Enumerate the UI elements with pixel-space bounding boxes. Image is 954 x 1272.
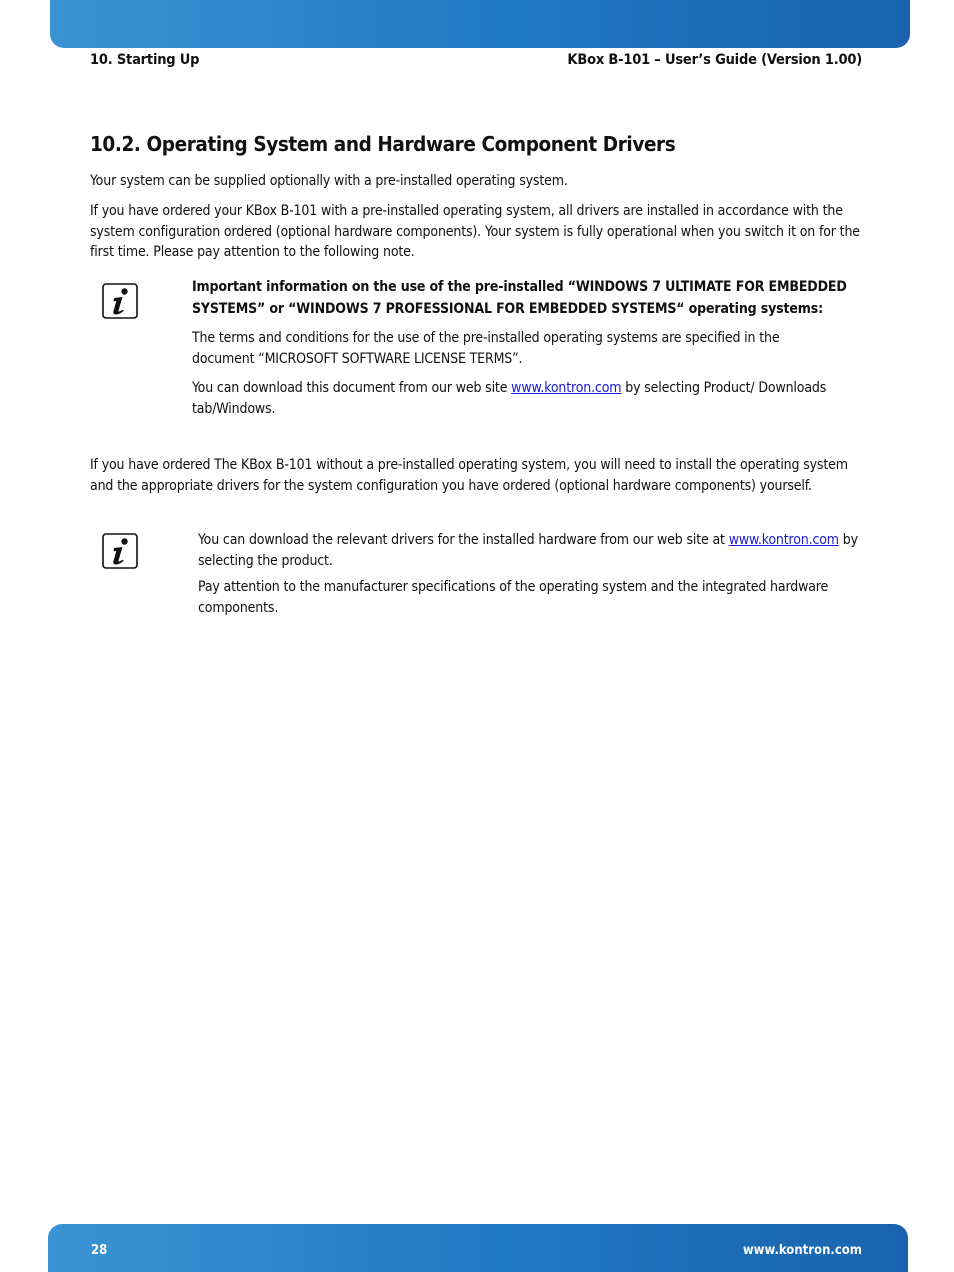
header-band: [50, 0, 910, 48]
note-heading: Important information on the use of the pre-installed “WINDOWS 7 ULTIMATE FOR EMBEDDED SYSTEMS” or “WINDOWS 7 PROFESSIONAL FOR EMBEDDED SYSTEMS“ operating systems:: [192, 279, 847, 317]
download-document-text: [192, 378, 864, 419]
download-text-after: by selecting Product/ Downloads tab/Windows.: [192, 380, 827, 417]
section-title: 10.2. Operating System and Hardware Component Drivers: [90, 132, 676, 156]
document-title: KBox B-101 – User’s Guide (Version 1.00): [567, 52, 862, 68]
info-icon: [102, 533, 138, 569]
page-number: 28: [91, 1243, 108, 1258]
preinstalled-paragraph: If you have ordered your KBox B-101 with a pre-installed operating system, all drivers are installed in accordance with the system configuration ordered (optional hardware components). Your system is fully operational when you switch it on for the first time. Please pay attention to the following note.: [90, 203, 860, 260]
manufacturer-specs-text: Pay attention to the manufacturer specifications of the operating system and the integrated hardware components.: [198, 579, 829, 616]
intro-paragraph: Your system can be supplied optionally with a pre-installed operating system.: [90, 173, 568, 189]
license-terms-text: The terms and conditions for the use of the pre-installed operating systems are specified in the document “MICROSOFT SOFTWARE LICENSE TERMS”.: [192, 330, 780, 367]
no-os-paragraph: If you have ordered The KBox B-101 without a pre-installed operating system, you will need to install the operating system and the appropriate drivers for the system configuration you have ordered (optional hardware components) yourself.: [90, 457, 848, 494]
kontron-link[interactable]: www.kontron.com: [728, 532, 839, 548]
chapter-title: 10. Starting Up: [90, 52, 200, 68]
drivers-download-text: [198, 530, 862, 571]
drivers-text-after: by selecting the product.: [198, 532, 858, 569]
download-text-before: You can download this document from our web site: [192, 380, 512, 396]
footer-url: www.kontron.com: [742, 1243, 862, 1258]
note-windows-license: [192, 276, 864, 419]
kontron-link[interactable]: www.kontron.com: [511, 380, 622, 396]
note-drivers: [198, 530, 862, 618]
drivers-text-before: You can download the relevant drivers for the installed hardware from our web site at: [198, 532, 729, 548]
info-icon: [102, 283, 138, 319]
